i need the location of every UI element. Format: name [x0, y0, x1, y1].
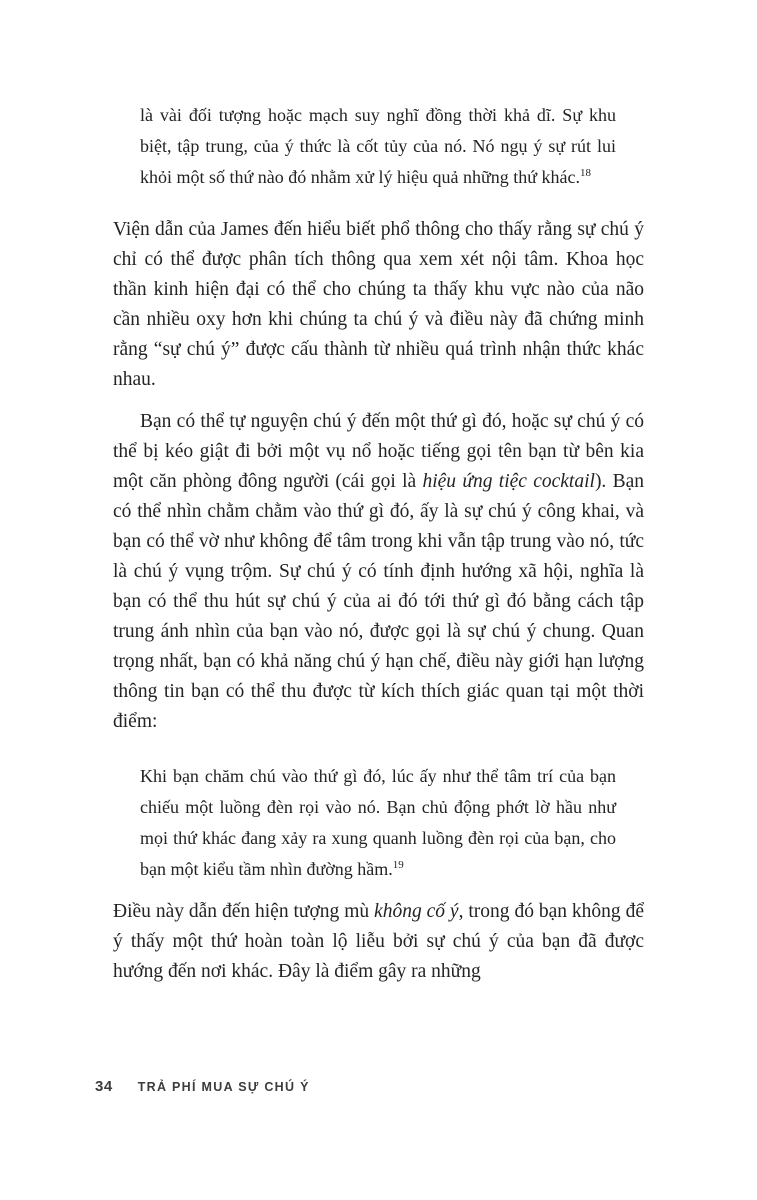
paragraph-text: Viện dẫn của James đến hiểu biết phổ thông cho thấy rằng sự chú ý chỉ có thể được phân tích thông qua xem xét nội tâm. Khoa học thần kinh hiện đại có thể cho chúng ta thấy khu vực nào của não cần nhiều oxy hơn khi chúng ta chú ý và điều này đã chứng minh rằng “sự chú ý” được cấu thành từ nhiều quá trình nhận thức khác nhau. — [113, 219, 644, 390]
paragraph-text: , trong đó bạn không để ý thấy một thứ hoàn toàn lộ liễu bởi sự chú ý của bạn đã được hướng đến nơi khác. Đây là điểm gây ra những — [113, 901, 644, 982]
paragraph-inattentional-blindness — [113, 897, 644, 987]
quote-text: là vài đối tượng hoặc mạch suy nghĩ đồng thời khả dĩ. Sự khu biệt, tập trung, của ý thức là cốt tủy của nó. Nó ngụ ý sự rút lui khỏi một số thứ nào đó nhằm xử lý hiệu quả những thứ khác. — [140, 105, 616, 187]
italic-term-inattentional: không cố ý — [374, 901, 459, 922]
quote-text: Khi bạn chăm chú vào thứ gì đó, lúc ấy như thể tâm trí của bạn chiếu một luồng đèn rọi vào nó. Bạn chủ động phớt lờ hầu như mọi thứ khác đang xảy ra xung quanh luồng đèn rọi của bạn, cho bạn một kiểu tầm nhìn đường hầm. — [140, 766, 616, 879]
paragraph-text: Điều này dẫn đến hiện tượng mù — [113, 901, 375, 922]
page-number: 34 — [95, 1078, 113, 1095]
block-quote-james — [140, 100, 616, 193]
block-quote-spotlight — [140, 761, 616, 885]
paragraph-text: ). Bạn có thể nhìn chằm chằm vào thứ gì đó, ấy là sự chú ý công khai, và bạn có thể vờ như không để tâm trong khi vẫn tập trung vào nó, tức là chú ý vụng trộm. Sự chú ý có tính định hướng xã hội, nghĩa là bạn có thể thu hút sự chú ý của ai đó tới thứ gì đó bằng cách tập trung ánh nhìn của bạn vào nó, được gọi là sự chú ý chung. Quan trọng nhất, bạn có khả năng chú ý hạn chế, điều này giới hạn lượng thông tin bạn có thể thu được từ kích thích giác quan tại một thời điểm: — [113, 471, 645, 732]
paragraph-james-citation — [113, 215, 644, 395]
paragraph-text: Bạn có thể tự nguyện chú ý đến một thứ gì đó, hoặc sự chú ý có thể bị kéo giật đi bởi một vụ nổ hoặc tiếng gọi tên bạn từ bên kia một căn phòng đông người (cái gọi là — [113, 411, 644, 492]
italic-term-cocktail-party-effect: hiệu ứng tiệc cocktail — [422, 471, 595, 492]
paragraph-attention-types — [113, 407, 644, 737]
footnote-ref-18: 18 — [579, 167, 591, 179]
running-title: TRẢ PHÍ MUA SỰ CHÚ Ý — [137, 1080, 310, 1094]
page-footer — [95, 1078, 310, 1095]
page-text-block — [113, 100, 644, 987]
footnote-ref-19: 19 — [392, 859, 404, 871]
